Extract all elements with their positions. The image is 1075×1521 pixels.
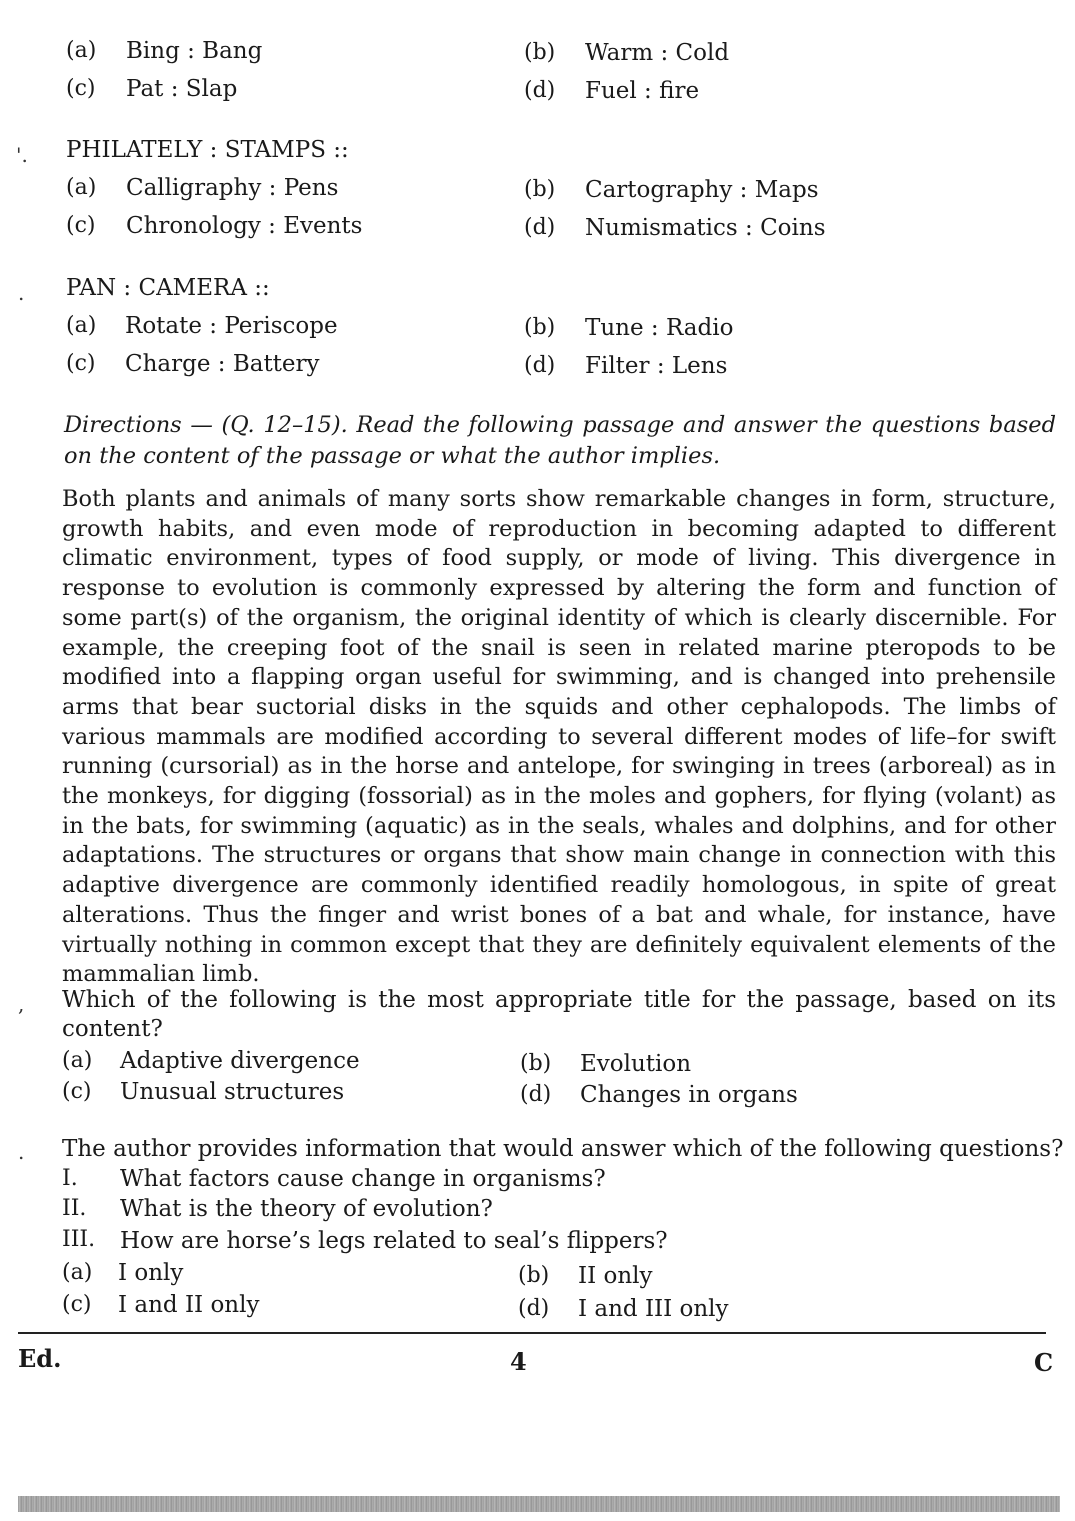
footer-left-code: Ed. bbox=[18, 1344, 62, 1373]
statement-text: What factors cause change in organisms? bbox=[120, 1166, 606, 1192]
option-text: Rotate : Periscope bbox=[125, 313, 338, 339]
option-label: (b) bbox=[524, 315, 556, 340]
option-text: Bing : Bang bbox=[126, 38, 263, 64]
option-label: (c) bbox=[66, 213, 96, 238]
question-number-marker: , bbox=[18, 992, 25, 1016]
question-stem: PHILATELY : STAMPS :: bbox=[66, 137, 349, 163]
option-label: (a) bbox=[66, 313, 97, 338]
option-text: Charge : Battery bbox=[125, 351, 320, 377]
option-label: (d) bbox=[518, 1296, 550, 1321]
statement-label: III. bbox=[62, 1227, 96, 1252]
option-text: Evolution bbox=[580, 1051, 692, 1077]
question-stem: PAN : CAMERA :: bbox=[66, 275, 270, 301]
question-number-marker: . bbox=[18, 1140, 25, 1164]
option-text: II only bbox=[578, 1263, 653, 1289]
option-text: Fuel : fire bbox=[585, 78, 700, 104]
option-text: I and III only bbox=[578, 1296, 729, 1322]
option-text: Chronology : Events bbox=[126, 213, 363, 239]
question-number-marker: '. bbox=[16, 143, 28, 167]
option-label: (c) bbox=[66, 351, 96, 376]
option-text: Pat : Slap bbox=[126, 76, 238, 102]
statement-label: I. bbox=[62, 1166, 78, 1191]
reading-passage: Both plants and animals of many sorts show remarkable changes in form, structure, growth habits, and even mode of reproduction in becoming adapted to different climatic environment, types of food supply, or mode of living. This divergence in response to evolution is commonly expressed by altering the form and function of some part(s) of the organism, the original identity of which is clearly discernible. For example, the creeping foot of the snail is seen in related marine pteropods to be modified into a flapping organ useful for swimming, and is changed into prehensile arms that bear suctorial disks in the squids and other cephalopods. The limbs of various mammals are modified according to several different modes of life–for swift running (cursorial) as in the horse and antelope, for swinging in trees (arboreal) as in the monkeys, for digging (fossorial) as in the moles and gophers, for flying (volant) as in the bats, for swimming (aquatic) as in the seals, whales and dolphins, and for other adaptations. The structures or organs that show main change in connection with this adaptive divergence are commonly identified readily homologous, in spite of great alterations. Thus the finger and wrist bones of a bat and whale, for instance, have virtually nothing in common except that they are definitely equivalent elements of the mammalian limb. bbox=[62, 486, 1056, 988]
page-number: 4 bbox=[510, 1347, 527, 1376]
option-label: (a) bbox=[62, 1048, 93, 1073]
option-text: Adaptive divergence bbox=[120, 1048, 360, 1074]
question-number-marker: . bbox=[18, 281, 25, 305]
question-stem: Which of the following is the most appropriate title for the passage, based on its content? bbox=[62, 987, 1056, 1042]
question-stem: The author provides information that would answer which of the following questions? bbox=[62, 1136, 1064, 1162]
statement-text: What is the theory of evolution? bbox=[120, 1196, 493, 1222]
passage-directions: Directions — (Q. 12–15). Read the following passage and answer the questions based on the content of the passage or what the author implies. bbox=[64, 412, 1056, 469]
option-text: Numismatics : Coins bbox=[585, 215, 826, 241]
option-text: Warm : Cold bbox=[585, 40, 730, 66]
statement-label: II. bbox=[62, 1196, 87, 1221]
option-text: I and II only bbox=[118, 1292, 260, 1318]
option-text: Cartography : Maps bbox=[585, 177, 819, 203]
option-label: (a) bbox=[66, 38, 97, 63]
option-label: (d) bbox=[524, 353, 556, 378]
option-label: (b) bbox=[524, 40, 556, 65]
option-label: (a) bbox=[66, 175, 97, 200]
option-label: (c) bbox=[62, 1079, 92, 1104]
option-label: (b) bbox=[518, 1263, 550, 1288]
option-label: (d) bbox=[524, 78, 556, 103]
booklet-series: C bbox=[1034, 1348, 1054, 1377]
option-label: (b) bbox=[524, 177, 556, 202]
option-label: (c) bbox=[66, 76, 96, 101]
option-label: (b) bbox=[520, 1051, 552, 1076]
option-label: (c) bbox=[62, 1292, 92, 1317]
option-text: Unusual structures bbox=[120, 1079, 345, 1105]
statement-text: How are horse’s legs related to seal’s flippers? bbox=[120, 1228, 668, 1254]
option-text: Tune : Radio bbox=[585, 315, 734, 341]
option-label: (d) bbox=[520, 1082, 552, 1107]
option-label: (d) bbox=[524, 215, 556, 240]
scan-edge-strip bbox=[18, 1496, 1060, 1512]
option-text: Changes in organs bbox=[580, 1082, 798, 1108]
option-label: (a) bbox=[62, 1260, 93, 1285]
footer-rule bbox=[18, 1332, 1046, 1334]
option-text: Calligraphy : Pens bbox=[126, 175, 339, 201]
option-text: I only bbox=[118, 1260, 184, 1286]
option-text: Filter : Lens bbox=[585, 353, 728, 379]
